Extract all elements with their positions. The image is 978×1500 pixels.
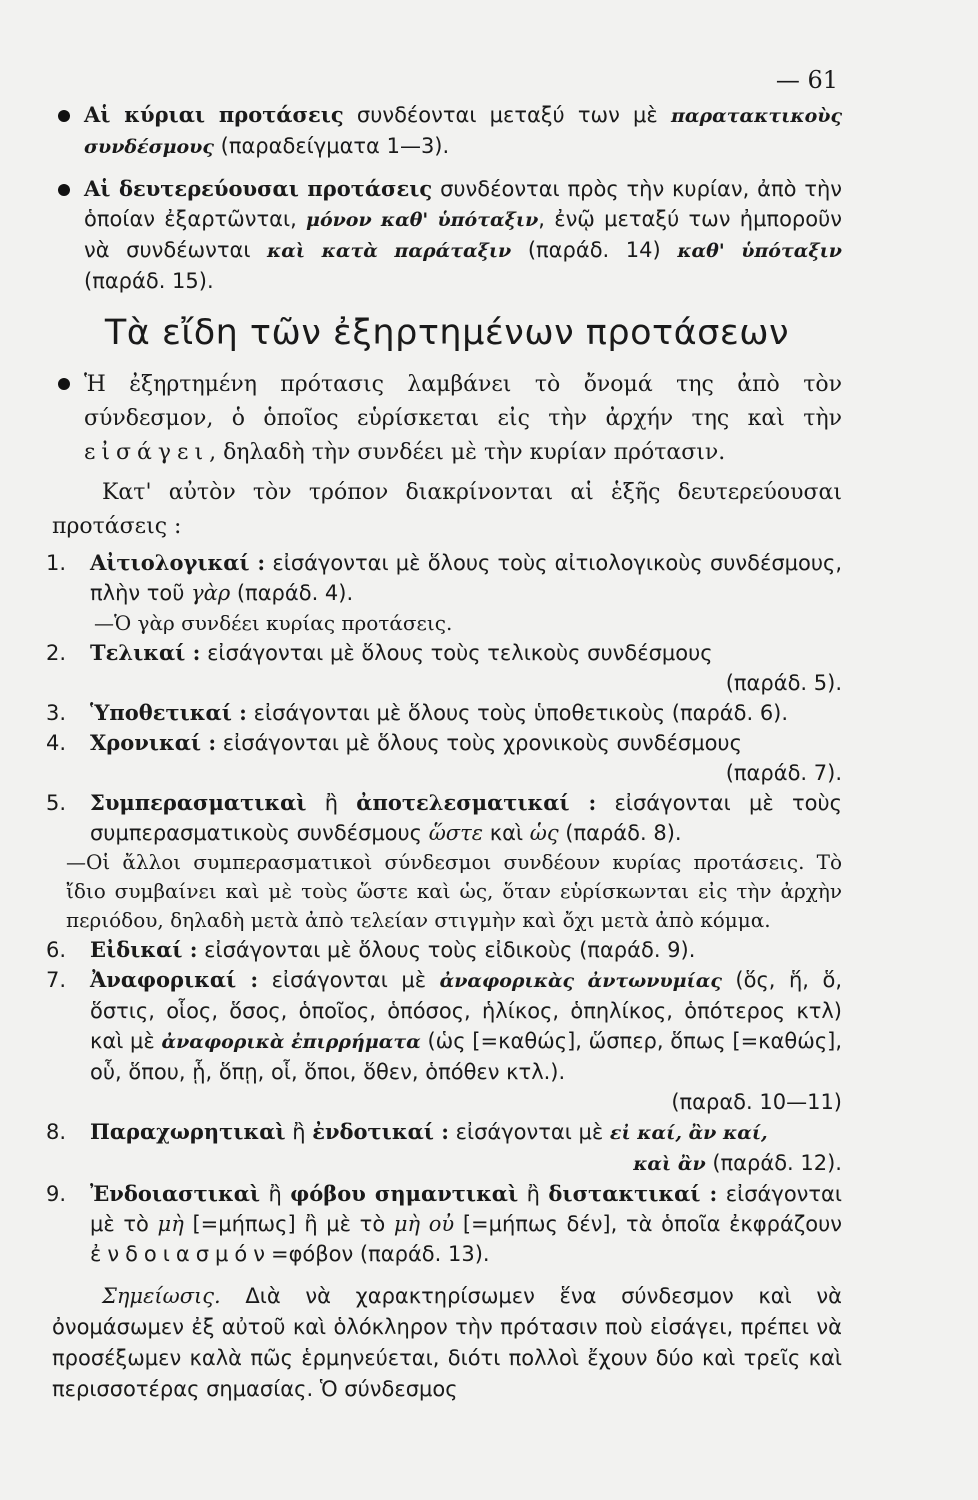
bullet-icon xyxy=(58,110,70,122)
bullet-icon xyxy=(58,184,70,196)
list-item: 9. Ἐνδοιαστικαὶ ἢ φόβου σημαντικαὶ ἢ διστακτικαί : εἰσάγονται μὲ τὸ μὴ [=μήπως] ἢ μὲ τὸ μὴ οὐ [=μήπως δέν], τὰ ὁποῖα ἐκφράζουν ἐνδοιασμόν=φόβον (παράδ. 13). xyxy=(46,1181,842,1266)
page-content xyxy=(46,100,843,1405)
bullet-icon xyxy=(58,378,70,390)
section-heading: Τὰ εἴδη τῶν ἐξηρτημένων προτάσεων xyxy=(104,313,790,353)
list-item: 3. Ὑποθετικαί : εἰσάγονται μὲ ὅλους τοὺς ὑποθετικοὺς (παράδ. 6). xyxy=(46,700,789,725)
list-item: 5. Συμπερασματικαὶ ἢ ἀποτελεσματικαί : εἰσάγονται μὲ τοὺς συμπερασματικοὺς συνδέσμους ὥστε καὶ ὡς (παράδ. 8). xyxy=(46,790,842,845)
list-item: 6. Εἰδικαί : εἰσάγονται μὲ ὅλους τοὺς εἰδικοὺς (παράδ. 9). xyxy=(46,937,696,962)
intro-paragraph-1: Αἱ κύριαι προτάσεις συνδέονται μεταξύ των μὲ παρατακτικοὺς συνδέσμους (παραδείγματα 1—3). xyxy=(52,100,842,162)
page-number: — 61 xyxy=(775,66,838,94)
list-item: 7. Ἀναφορικαί : εἰσάγονται μὲ ἀναφορικὰς ἀντωνυμίας (ὅς, ἥ, ὅ, ὅστις, οἷος, ὅσος, ὁποῖος, ὁπόσος, ἡλίκος, ὁπηλίκος, ὁπότερος κτλ) καὶ μὲ ἀναφορικὰ ἐπιρρήματα (ὡς [=καθώς], ὥσπερ, ὅπως [=καθώς], οὗ, ὅπου, ᾗ, ὅπῃ, οἷ, ὅποι, ὅθεν, ὁπόθεν κτλ.). (παραδ. 10—11) xyxy=(46,967,843,1114)
list-item: 1. Αἰτιολογικαί : εἰσάγονται μὲ ὅλους τοὺς αἰτιολογικοὺς συνδέσμους, πλὴν τοῦ γὰρ (παράδ. 4). —Ὁ γὰρ συνδέει κυρίας προτάσεις. xyxy=(52,548,842,638)
section-paragraph-2: Κατ' αὐτὸν τὸν τρόπον διακρίνονται αἱ ἑξῆς δευτερεύουσαι προτάσεις : xyxy=(52,480,842,539)
list-item: 4. Χρονικαί : εἰσάγονται μὲ ὅλους τοὺς χρονικοὺς συνδέσμους (παράδ. 7). xyxy=(46,730,842,785)
list-item: 2. Τελικαί : εἰσάγονται μὲ ὅλους τοὺς τελικοὺς συνδέσμους (παράδ. 5). xyxy=(46,640,842,695)
item-note: —Οἱ ἄλλοι συμπερασματικοὶ σύνδεσμοι συνδέουν κυρίας προτάσεις. Τὸ ἴδιο συμβαίνει καὶ μὲ τοὺς ὥστε καὶ ὡς, ὅταν εὑρίσκωνται εἰς τὴν ἀρχὴν περιόδου, δηλαδὴ μετὰ ἀπὸ τελείαν στιγμὴν καὶ ὄχι μετὰ ἀπὸ κόμμα. xyxy=(66,850,842,932)
section-paragraph-1: Ἡ ἐξηρτημένη πρότασις λαμβάνει τὸ ὄνομά της ἀπὸ τὸν σύνδεσμον, ὁ ὁποῖος εὑρίσκεται εἰς τὴν ἀρχήν της καὶ τὴν εἰσάγει, δηλαδὴ τὴν συνδέει μὲ τὴν κυρίαν πρότασιν. xyxy=(52,368,842,470)
remark-paragraph: Σημείωσις. Διὰ νὰ χαρακτηρίσωμεν ἕνα σύνδεσμον καὶ νὰ ὀνομάσωμεν ἐξ αὐτοῦ καὶ ὁλόκληρον τὴν πρότασιν ποὺ εἰσάγει, πρέπει νὰ προσέξωμεν καλὰ πῶς ἑρμηνεύεται, διότι πολλοὶ ἔχουν δύο καὶ τρεῖς καὶ περισσοτέρας σημασίας. Ὁ σύνδεσμος xyxy=(52,1284,842,1401)
intro-paragraph-2: Αἱ δευτερεύουσαι προτάσεις συνδέονται πρὸς τὴν κυρίαν, ἀπὸ τὴν ὁποίαν ἐξαρτῶνται, μόνον καθ' ὑπόταξιν, ἐνῷ μεταξύ των ἠμποροῦν νὰ συνδέωνται καὶ κατὰ παράταξιν (παράδ. 14) καθ' ὑπόταξιν (παράδ. 15). xyxy=(52,174,842,296)
item-subnote: —Ὁ γὰρ συνδέει κυρίας προτάσεις. xyxy=(94,611,453,635)
list-item: 8. Παραχωρητικαὶ ἢ ἐνδοτικαί : εἰσάγονται μὲ εἰ καί, ἂν καί, καὶ ἂν (παράδ. 12). xyxy=(46,1119,842,1175)
